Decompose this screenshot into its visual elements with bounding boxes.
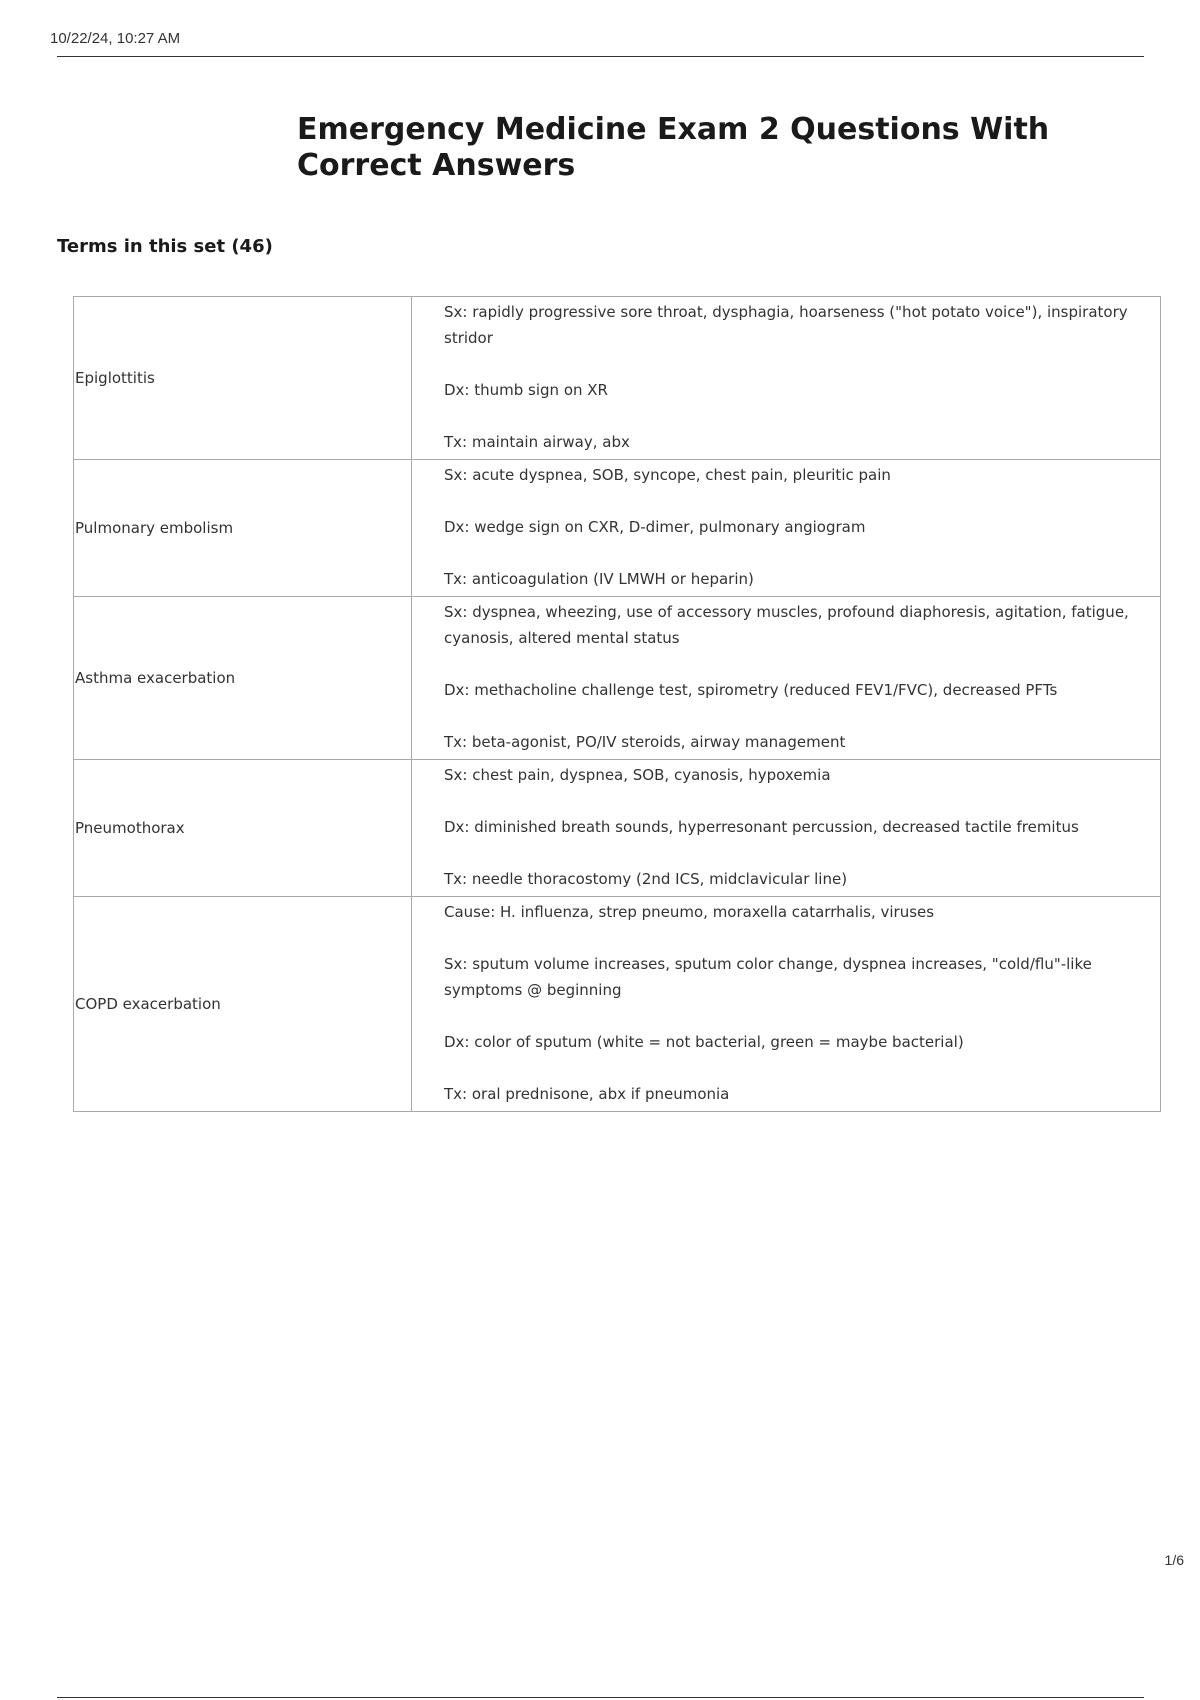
definition-line: Sx: chest pain, dyspnea, SOB, cyanosis, hypoxemia [444, 766, 831, 784]
table-row [74, 597, 1161, 760]
definition-line: Dx: wedge sign on CXR, D-dimer, pulmonary angiogram [444, 518, 866, 536]
term-cell: Asthma exacerbation [74, 597, 412, 760]
definition-line: Sx: acute dyspnea, SOB, syncope, chest pain, pleuritic pain [444, 466, 891, 484]
definition-line: Tx: maintain airway, abx [444, 433, 630, 451]
header-divider [57, 56, 1144, 57]
terms-table [73, 296, 1161, 1112]
definition-cell [412, 460, 1161, 597]
table-row [74, 897, 1161, 1112]
definition-line: Tx: needle thoracostomy (2nd ICS, midclavicular line) [444, 870, 848, 888]
page-number: 1/6 [1164, 1552, 1184, 1568]
terms-count-heading: Terms in this set (46) [57, 236, 273, 257]
term-cell: Pulmonary embolism [74, 460, 412, 597]
term-cell: Epiglottitis [74, 297, 412, 460]
table-row [74, 460, 1161, 597]
definition-line: Sx: sputum volume increases, sputum color change, dyspnea increases, "cold/flu"-like symptoms @ beginning [444, 955, 1092, 999]
definition-line: Dx: color of sputum (white = not bacterial, green = maybe bacterial) [444, 1033, 964, 1051]
definition-cell [412, 897, 1161, 1112]
definition-cell [412, 597, 1161, 760]
table-row [74, 297, 1161, 460]
print-timestamp: 10/22/24, 10:27 AM [50, 30, 181, 47]
definition-line: Dx: diminished breath sounds, hyperresonant percussion, decreased tactile fremitus [444, 818, 1079, 836]
term-cell: COPD exacerbation [74, 897, 412, 1112]
terms-table-viewport [73, 296, 1161, 1118]
table-row [74, 760, 1161, 897]
definition-line: Tx: anticoagulation (IV LMWH or heparin) [444, 570, 754, 588]
definition-line: Sx: rapidly progressive sore throat, dysphagia, hoarseness ("hot potato voice"), inspiratory stridor [444, 303, 1128, 347]
definition-line: Dx: thumb sign on XR [444, 381, 608, 399]
page-title: Emergency Medicine Exam 2 Questions With Correct Answers [297, 112, 1050, 183]
definition-line: Tx: beta-agonist, PO/IV steroids, airway management [444, 733, 846, 751]
term-cell: Pneumothorax [74, 760, 412, 897]
definition-line: Tx: oral prednisone, abx if pneumonia [444, 1085, 730, 1103]
definition-line: Cause: H. influenza, strep pneumo, moraxella catarrhalis, viruses [444, 903, 935, 921]
definition-cell [412, 760, 1161, 897]
definition-line: Sx: dyspnea, wheezing, use of accessory muscles, profound diaphoresis, agitation, fatigue, cyanosis, altered mental status [444, 603, 1129, 647]
definition-cell [412, 297, 1161, 460]
footer-divider [57, 1697, 1144, 1698]
definition-line: Dx: methacholine challenge test, spirometry (reduced FEV1/FVC), decreased PFTs [444, 681, 1058, 699]
